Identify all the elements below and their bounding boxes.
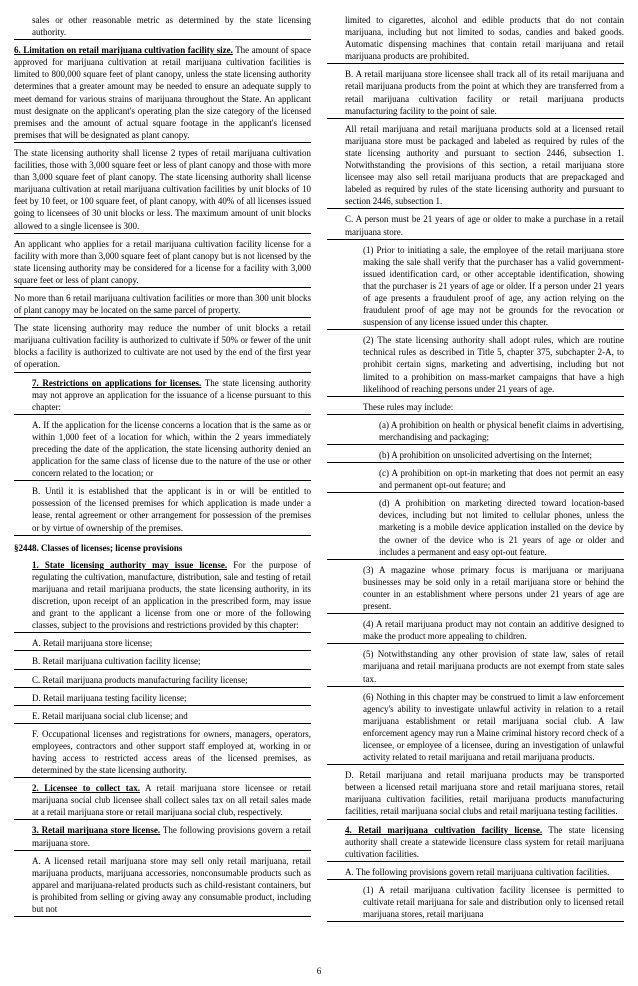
paragraph: A. The following provisions govern retail marijuana cultivation facilities. xyxy=(327,866,624,880)
paragraph: A. If the application for the license concerns a location that is the same as or within 1,000 feet of a location for which, within the 2 years immediately preceding the date of the application, the state licensing authority denied an application for the same class of license due to the nature of the use or other concern related to the location; or xyxy=(14,419,311,481)
paragraph: (1) A retail marijuana cultivation facility licensee is permitted to cultivate retail marijuana for sale and distribution only to licensed retail marijuana stores, retail marijuana xyxy=(327,884,624,922)
paragraph: (2) The state licensing authority shall adopt rules, which are routine technical rules as described in Title 5, chapter 375, subchapter 2-A, to prohibit certain signs, marketing and advertising, including but not limited to a prohibition on mass-market campaigns that have a high likelihood of reaching persons under 21 years of age. xyxy=(327,334,624,396)
list-item: (c) A prohibition on opt-in marketing that does not permit an easy and permanent opt-out feature; and xyxy=(327,467,624,493)
list-item: E. Retail marijuana social club license; and xyxy=(14,710,311,724)
section-heading: 4. Retail marijuana cultivation facility license. xyxy=(345,824,543,835)
paragraph: (6) Nothing in this chapter may be construed to limit a law enforcement agency's ability to investigate unlawful activity in relation to a retail marijuana establishment or retail marijuana social club. A law enforcement agency may run a Maine criminal history record check of a licensee, or employee of a licensee, during an investigation of unlawful activity related to retail marijuana and retail marijuana products. xyxy=(327,691,624,766)
paragraph: limited to cigarettes, alcohol and edible products that do not contain marijuana, including but not limited to sodas, candies and baked goods. Automatic dispensing machines that contain retail marijuana and retail marijuana products are prohibited. xyxy=(327,14,624,64)
paragraph: D. Retail marijuana and retail marijuana products may be transported between a licensed retail marijuana store and retail marijuana stores, retail marijuana cultivation facilities, retail marijuana products manufacturing facilities, retail marijuana social clubs and retail marijuana testing facilities. xyxy=(327,769,624,819)
list-item: (b) A prohibition on unsolicited advertising on the Internet; xyxy=(327,449,624,463)
list-item: D. Retail marijuana testing facility license; xyxy=(14,692,311,706)
left-column xyxy=(14,14,311,921)
paragraph: 6. Limitation on retail marijuana cultivation facility size. The amount of space approved for marijuana cultivation at retail marijuana cultivation facilities is limited to 800,000 square feet of plant canopy, unless the state licensing authority determines that a greater amount may be needed to ensure an adequate supply to meet demand for various strains of marijuana throughout the State. An applicant must designate on the applicant's operating plan the size category of the licensed premises and the amount of actual square footage in the applicant's licensed premises that will be designated as plant canopy. xyxy=(14,44,311,143)
list-item: B. Retail marijuana cultivation facility license; xyxy=(14,655,311,669)
section-title: §2448. Classes of licenses; license provisions xyxy=(14,542,183,553)
paragraph: (5) Notwithstanding any other provision of state law, sales of retail marijuana and retail marijuana products are not exempt from state sales tax. xyxy=(327,648,624,686)
list-item: (a) A prohibition on health or physical benefit claims in advertising, merchandising and packaging; xyxy=(327,419,624,445)
paragraph: The state licensing authority shall license 2 types of retail marijuana cultivation facilities, those with 3,000 square feet or less of plant canopy and those with more than 3,000 square feet of plant canopy. The state licensing authority shall license marijuana cultivation at retail marijuana cultivation facilities by unit blocks of 10 feet by 10 feet, or 100 square feet, of plant canopy, with 40% of all licenses issued going to licensees of 30 unit blocks or less. The maximum amount of unit blocks allowed to a single licensee is 300. xyxy=(14,147,311,234)
paragraph: (4) A retail marijuana product may not contain an additive designed to make the product more appealing to children. xyxy=(327,618,624,644)
page-number: 6 xyxy=(316,966,322,976)
paragraph: These rules may include: xyxy=(327,401,624,415)
paragraph: B. Until it is established that the applicant is in or will be entitled to possession of the licensed premises for which application is made under a lease, rental agreement or other arrangement for possession of the premises or by virtue of ownership of the premises. xyxy=(14,485,311,535)
list-item: (d) A prohibition on marketing directed toward location-based devices, including but not limited to cellular phones, unless the marketing is a mobile device application installed on the device by the owner of the device who is 21 years of age or older and includes a permanent and easy opt-out feature. xyxy=(327,497,624,559)
section-heading: 3. Retail marijuana store license. xyxy=(32,825,161,836)
paragraph: B. A retail marijuana store licensee shall track all of its retail marijuana and retail marijuana products from the point at which they are transferred from a retail marijuana cultivation facility or retail marijuana products manufacturing facility to the point of sale. xyxy=(327,68,624,118)
paragraph: (3) A magazine whose primary focus is marijuana or marijuana businesses may be sold only in a retail marijuana store or behind the counter in an establishment where persons under 21 years of age are present. xyxy=(327,564,624,614)
section-heading: 1. State licensing authority may issue license. xyxy=(32,559,228,570)
paragraph: 3. Retail marijuana store license. The following provisions govern a retail marijuana store. xyxy=(14,824,311,850)
paragraph: The state licensing authority may reduce the number of unit blocks a retail marijuana cultivation facility is authorized to cultivate if 50% or fewer of the unit blocks a facility is authorized to cultivate are not used by the end of the first year of operation. xyxy=(14,322,311,372)
paragraph: 2. Licensee to collect tax. A retail marijuana store licensee or retail marijuana social club licensee shall collect sales tax on all retail sales made at a retail marijuana store or retail marijuana social club, respectively. xyxy=(14,782,311,820)
section-heading: 2. Licensee to collect tax. xyxy=(32,783,140,794)
paragraph: No more than 6 retail marijuana cultivation facilities or more than 300 unit blocks of plant canopy may be located on the same parcel of property. xyxy=(14,292,311,318)
section-heading: 6. Limitation on retail marijuana cultivation facility size. xyxy=(14,45,233,56)
paragraph: (1) Prior to initiating a sale, the employee of the retail marijuana store making the sale shall verify that the purchaser has a valid government-issued identification card, or other acceptable identification, showing that the purchaser is 21 years of age or older. If a person under 21 years of age presents a fraudulent proof of age, any action relying on the fraudulent proof of age may not be grounds for the revocation or suspension of any license issued under this chapter. xyxy=(327,244,624,331)
list-item: F. Occupational licenses and registrations for owners, managers, operators, employees, contractors and other support staff employed at, working in or having access to restricted access areas of the licensed premises, as determined by the state licensing authority. xyxy=(14,728,311,778)
list-item: A. Retail marijuana store license; xyxy=(14,637,311,651)
paragraph: sales or other reasonable metric as determined by the state licensing authority. xyxy=(14,14,311,40)
paragraph: An applicant who applies for a retail marijuana cultivation facility license for a facility with more than 3,000 square feet of plant canopy but is not licensed by the state licensing authority may be considered for a license for a facility with 3,000 square feet or less of plant canopy. xyxy=(14,238,311,288)
paragraph: C. A person must be 21 years of age or older to make a purchase in a retail marijuana store. xyxy=(327,213,624,239)
paragraph: 7. Restrictions on applications for licenses. The state licensing authority may not approve an application for the issuance of a license pursuant to this chapter: xyxy=(14,377,311,415)
right-column xyxy=(327,14,624,926)
list-item: C. Retail marijuana products manufacturing facility license; xyxy=(14,674,311,688)
paragraph: All retail marijuana and retail marijuana products sold at a licensed retail marijuana store must be packaged and labeled as required by rules of the state licensing authority and pursuant to section 2446, subsection 1. Notwithstanding the provisions of this section, a retail marijuana store licensee may also sell retail marijuana products that are prepackaged and labeled as required by rules of the state licensing authority and pursuant to section 2446, subsection 1. xyxy=(327,123,624,210)
paragraph: A. A licensed retail marijuana store may sell only retail marijuana, retail marijuana products, marijuana accessories, nonconsumable products such as apparel and marijuana-related products such as child-resistant containers, but is prohibited from selling or giving away any consumable product, including but not xyxy=(14,855,311,917)
paragraph: 1. State licensing authority may issue license. For the purpose of regulating the cultivation, manufacture, distribution, sale and testing of retail marijuana and retail marijuana products, the state licensing authority, in its discretion, upon receipt of an application in the prescribed form, may issue and grant to the applicant a license from one or more of the following classes, subject to the provisions and restrictions provided by this chapter: xyxy=(14,559,311,634)
paragraph: 4. Retail marijuana cultivation facility license. The state licensing authority shall create a statewide licensure class system for retail marijuana cultivation facilities. xyxy=(327,824,624,862)
section-heading: 7. Restrictions on applications for licenses. xyxy=(32,377,202,388)
